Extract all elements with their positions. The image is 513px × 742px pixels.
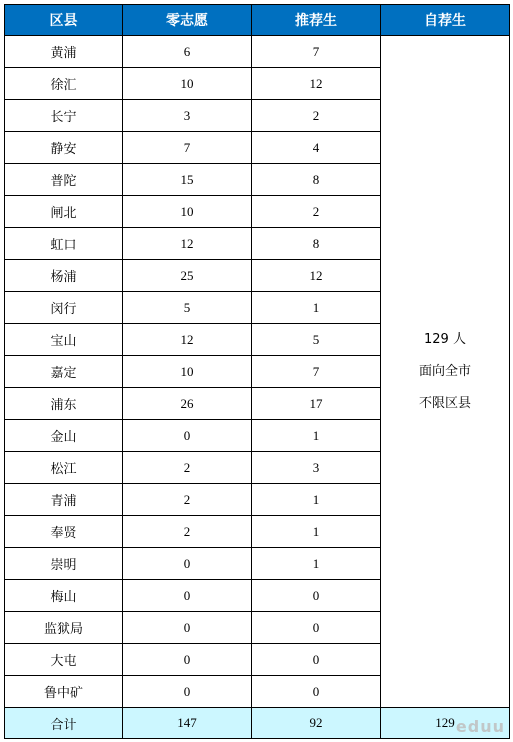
recommended-cell: 0 [252, 612, 381, 644]
district-cell: 杨浦 [5, 260, 123, 292]
recommended-cell: 2 [252, 100, 381, 132]
district-cell: 大屯 [5, 644, 123, 676]
watermark-logo: eduu [455, 717, 505, 736]
total-recommended: 92 [252, 708, 381, 739]
district-cell: 宝山 [5, 324, 123, 356]
zero-choice-cell: 6 [123, 36, 252, 68]
zero-choice-cell: 15 [123, 164, 252, 196]
district-cell: 浦东 [5, 388, 123, 420]
zero-choice-cell: 2 [123, 516, 252, 548]
recommended-cell: 12 [252, 260, 381, 292]
self-recommended-line2: 面向全市 [418, 363, 471, 379]
district-cell: 金山 [5, 420, 123, 452]
header-recommended: 推荐生 [252, 5, 381, 36]
zero-choice-cell: 0 [123, 548, 252, 580]
recommended-cell: 1 [252, 420, 381, 452]
zero-choice-cell: 0 [123, 420, 252, 452]
district-cell: 鲁中矿 [5, 676, 123, 708]
zero-choice-cell: 0 [123, 612, 252, 644]
total-label: 合计 [5, 708, 123, 739]
district-cell: 奉贤 [5, 516, 123, 548]
recommended-cell: 1 [252, 292, 381, 324]
district-cell: 嘉定 [5, 356, 123, 388]
zero-choice-cell: 26 [123, 388, 252, 420]
recommended-cell: 1 [252, 484, 381, 516]
recommended-cell: 8 [252, 228, 381, 260]
zero-choice-cell: 5 [123, 292, 252, 324]
recommended-cell: 3 [252, 452, 381, 484]
district-cell: 青浦 [5, 484, 123, 516]
zero-choice-cell: 0 [123, 676, 252, 708]
zero-choice-cell: 2 [123, 484, 252, 516]
recommended-cell: 12 [252, 68, 381, 100]
district-cell: 虹口 [5, 228, 123, 260]
quota-table [4, 4, 510, 739]
recommended-cell: 7 [252, 356, 381, 388]
recommended-cell: 5 [252, 324, 381, 356]
zero-choice-cell: 12 [123, 324, 252, 356]
zero-choice-cell: 25 [123, 260, 252, 292]
recommended-cell: 1 [252, 516, 381, 548]
recommended-cell: 8 [252, 164, 381, 196]
recommended-cell: 0 [252, 676, 381, 708]
total-row [5, 708, 510, 739]
self-recommended-line3: 不限区县 [418, 395, 471, 411]
zero-choice-cell: 0 [123, 580, 252, 612]
district-cell: 徐汇 [5, 68, 123, 100]
recommended-cell: 0 [252, 580, 381, 612]
district-cell: 静安 [5, 132, 123, 164]
zero-choice-cell: 7 [123, 132, 252, 164]
recommended-cell: 0 [252, 644, 381, 676]
district-cell: 梅山 [5, 580, 123, 612]
zero-choice-cell: 3 [123, 100, 252, 132]
total-zero-choice: 147 [123, 708, 252, 739]
header-district: 区县 [5, 5, 123, 36]
recommended-cell: 1 [252, 548, 381, 580]
district-cell: 闸北 [5, 196, 123, 228]
district-cell: 松江 [5, 452, 123, 484]
recommended-cell: 2 [252, 196, 381, 228]
header-self-recommended: 自荐生 [381, 5, 510, 36]
total-self-recommended: 129 [381, 708, 510, 739]
self-recommended-merged-cell [381, 36, 510, 708]
district-cell: 黄浦 [5, 36, 123, 68]
zero-choice-cell: 10 [123, 356, 252, 388]
district-cell: 崇明 [5, 548, 123, 580]
recommended-cell: 17 [252, 388, 381, 420]
zero-choice-cell: 0 [123, 644, 252, 676]
zero-choice-cell: 2 [123, 452, 252, 484]
district-cell: 闵行 [5, 292, 123, 324]
zero-choice-cell: 12 [123, 228, 252, 260]
header-row [5, 5, 510, 36]
district-cell: 监狱局 [5, 612, 123, 644]
district-cell: 长宁 [5, 100, 123, 132]
table-row [5, 36, 510, 68]
header-zero-choice: 零志愿 [123, 5, 252, 36]
recommended-cell: 4 [252, 132, 381, 164]
district-cell: 普陀 [5, 164, 123, 196]
zero-choice-cell: 10 [123, 68, 252, 100]
recommended-cell: 7 [252, 36, 381, 68]
self-recommended-line1: 129 人 [424, 331, 466, 347]
zero-choice-cell: 10 [123, 196, 252, 228]
